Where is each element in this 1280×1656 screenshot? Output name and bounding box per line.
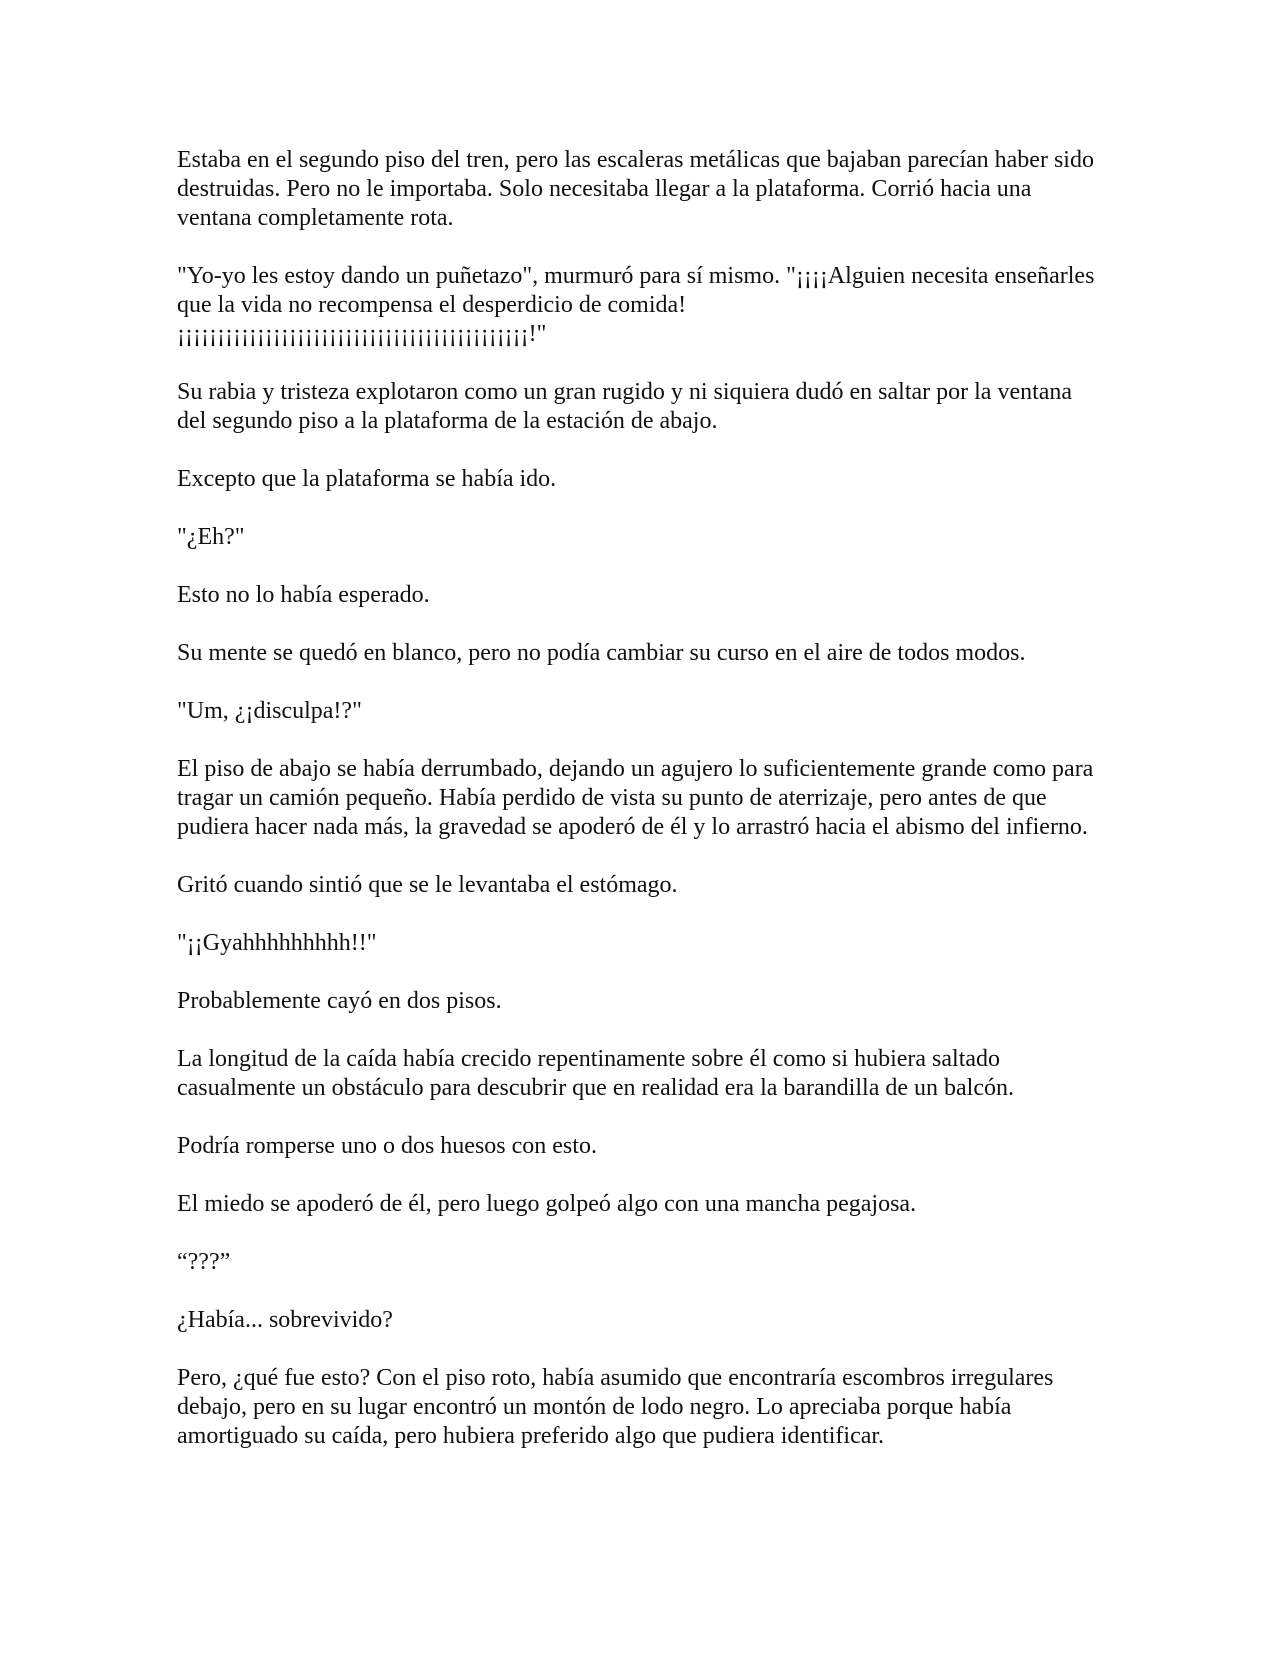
paragraph-10: Gritó cuando sintió que se le levantaba el estómago. bbox=[177, 872, 678, 898]
paragraph-3: Su rabia y tristeza explotaron como un gran rugido y ni siquiera dudó en saltar por la ventana del segundo piso a la plataforma de la estación de abajo. bbox=[177, 379, 1073, 434]
paragraph-15: El miedo se apoderó de él, pero luego golpeó algo con una mancha pegajosa. bbox=[177, 1191, 917, 1217]
paragraph-2-text: "Yo-yo les estoy dando un puñetazo", murmuró para sí mismo. "¡¡¡¡Alguien necesita enseñarles que la vida no recompensa el desperdicio de comida! bbox=[177, 263, 1095, 318]
paragraph-8: "Um, ¿¡disculpa!?" bbox=[177, 698, 362, 724]
paragraph-18: Pero, ¿qué fue esto? Con el piso roto, había asumido que encontraría escombros irregulares debajo, pero en su lugar encontró un montón de lodo negro. Lo apreciaba porque había amortiguado su caída, pero hubiera preferido algo que pudiera identificar. bbox=[177, 1365, 1054, 1449]
document-body bbox=[177, 146, 1097, 1451]
paragraph-4: Excepto que la plataforma se había ido. bbox=[177, 466, 557, 492]
paragraph-9: El piso de abajo se había derrumbado, dejando un agujero lo suficientemente grande como para tragar un camión pequeño. Había perdido de vista su punto de aterrizaje, pero antes de que pudiera hacer nada más, la gravedad se apoderó de él y lo arrastró hacia el abismo del infierno. bbox=[177, 756, 1094, 840]
paragraph-17: ¿Había... sobrevivido? bbox=[177, 1307, 393, 1333]
paragraph-6: Esto no lo había esperado. bbox=[177, 582, 430, 608]
paragraph-7: Su mente se quedó en blanco, pero no podía cambiar su curso en el aire de todos modos. bbox=[177, 640, 1026, 666]
paragraph-16: “???” bbox=[177, 1249, 231, 1275]
paragraph-5: "¿Eh?" bbox=[177, 524, 245, 550]
paragraph-13: La longitud de la caída había crecido repentinamente sobre él como si hubiera saltado casualmente un obstáculo para descubrir que en realidad era la barandilla de un balcón. bbox=[177, 1046, 1014, 1101]
paragraph-11: "¡¡Gyahhhhhhhhh!!" bbox=[177, 930, 377, 956]
paragraph-14: Podría romperse uno o dos huesos con esto. bbox=[177, 1133, 597, 1159]
paragraph-12: Probablemente cayó en dos pisos. bbox=[177, 988, 502, 1014]
exclamation-run: ¡¡¡¡¡¡¡¡¡¡¡¡¡¡¡¡¡¡¡¡¡¡¡¡¡¡¡¡¡¡¡¡¡¡¡¡¡¡¡¡¡¡¡¡!" bbox=[177, 321, 547, 347]
paragraph-1: Estaba en el segundo piso del tren, pero las escaleras metálicas que bajaban parecían haber sido destruidas. Pero no le importaba. Solo necesitaba llegar a la plataforma. Corrió hacia una ventana completamente rota. bbox=[177, 147, 1094, 231]
paragraph-2 bbox=[177, 262, 1097, 349]
